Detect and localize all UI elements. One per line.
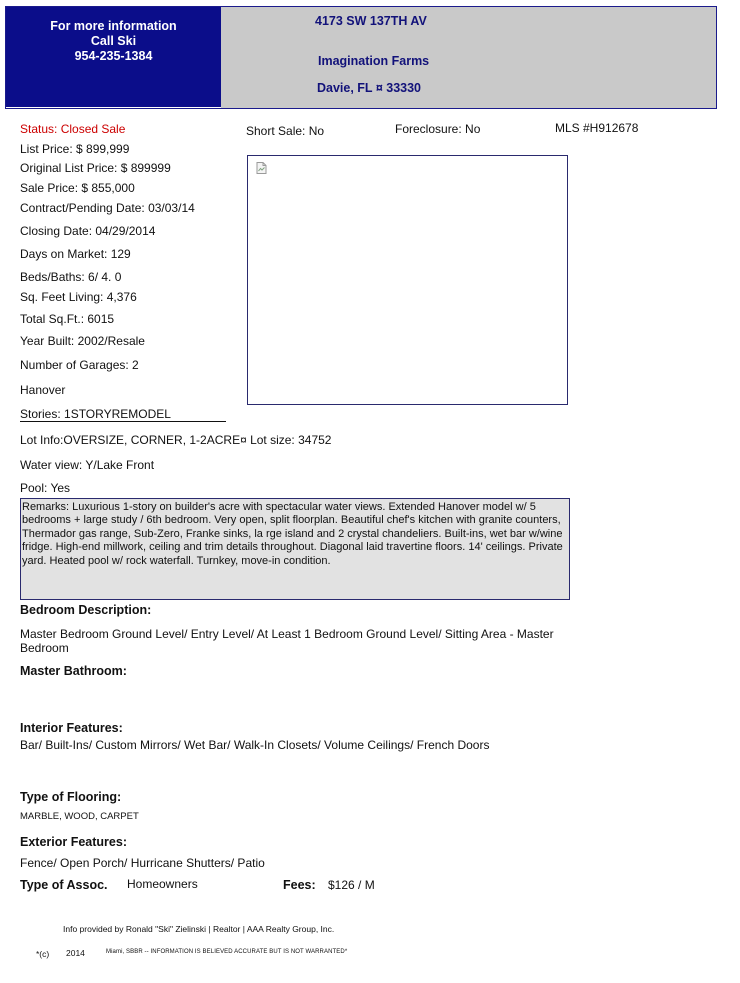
flooring-heading: Type of Flooring: [20, 790, 122, 804]
water-view: Water view: Y/Lake Front [20, 458, 155, 472]
divider-line [20, 421, 226, 422]
beds-baths: Beds/Baths: 6/ 4. 0 [20, 270, 122, 284]
flooring-text: MARBLE, WOOD, CARPET [20, 811, 139, 822]
closing-date: Closing Date: 04/29/2014 [20, 224, 156, 238]
year-built: Year Built: 2002/Resale [20, 334, 145, 348]
pool: Pool: Yes [20, 481, 71, 495]
copyright-mark: *(c) [36, 949, 50, 959]
property-photo [247, 155, 568, 405]
original-list-price: Original List Price: $ 899999 [20, 161, 171, 175]
sale-price: Sale Price: $ 855,000 [20, 181, 135, 195]
contract-pending-date: Contract/Pending Date: 03/03/14 [20, 201, 195, 215]
contact-line1: For more information [50, 19, 177, 33]
assoc-value: Homeowners [127, 877, 198, 891]
master-bath-heading: Master Bathroom: [20, 664, 127, 678]
stories: Stories: 1STORYREMODEL [20, 407, 171, 421]
sqft-living: Sq. Feet Living: 4,376 [20, 290, 137, 304]
mls-number: MLS #H912678 [555, 121, 639, 135]
footer-info: Info provided by Ronald "Ski" Zielinski | Realtor | AAA Realty Group, Inc. [63, 924, 335, 934]
lot-info: Lot Info:OVERSIZE, CORNER, 1-2ACRE¤ Lot size: 34752 [20, 433, 332, 447]
fees-label: Fees: [283, 878, 316, 892]
property-address: 4173 SW 137TH AV [315, 14, 427, 28]
remarks-box: Remarks: Luxurious 1-story on builder's acre with spectacular water views. Extended Hanover model w/ 5 bedrooms + large study / 6th bedroom. Very open, split floorplan. Beautiful chef's kitchen with granite counters, Thermador gas range, Sub-Zero, Franke sinks, la rge island and 2 crystal chandeliers. Built-ins, wet bar w/wine fridge. High-end millwork, ceiling and trim details throughout. Diagonal laid travertine floors. 14' ceilings. Private yard. Heated pool w/ rock waterfall. Turnkey, move-in condition. [20, 498, 570, 600]
bedroom-description: Master Bedroom Ground Level/ Entry Level/ At Least 1 Bedroom Ground Level/ Sitting Area - Master Bedroom [20, 627, 554, 655]
city-state-zip: Davie, FL ¤ 33330 [317, 81, 422, 95]
fees-value: $126 / M [328, 878, 375, 892]
status: Status: Closed Sale [20, 122, 126, 136]
bedroom-heading: Bedroom Description: [20, 603, 152, 617]
interior-heading: Interior Features: [20, 721, 123, 735]
short-sale: Short Sale: No [246, 124, 325, 138]
exterior-features: Fence/ Open Porch/ Hurricane Shutters/ Patio [20, 856, 265, 870]
subdivision-name: Imagination Farms [318, 54, 430, 68]
total-sqft: Total Sq.Ft.: 6015 [20, 312, 115, 326]
days-on-market: Days on Market: 129 [20, 247, 131, 261]
contact-phone: 954-235-1384 [74, 49, 153, 63]
interior-features: Bar/ Built-Ins/ Custom Mirrors/ Wet Bar/ Walk-In Closets/ Volume Ceilings/ French Doors [20, 738, 490, 752]
contact-line2: Call Ski [90, 34, 137, 48]
list-price: List Price: $ 899,999 [20, 142, 130, 156]
model-name: Hanover [20, 383, 66, 397]
exterior-heading: Exterior Features: [20, 835, 127, 849]
footer-year: 2014 [66, 948, 85, 958]
footer-disclaimer: Miami, SBBR -- INFORMATION IS BELIEVED ACCURATE BUT IS NOT WARRANTED* [106, 949, 348, 955]
broken-image-icon [256, 162, 267, 174]
garages: Number of Garages: 2 [20, 358, 139, 372]
assoc-label: Type of Assoc. [20, 878, 108, 892]
address-panel [221, 7, 716, 108]
foreclosure: Foreclosure: No [395, 122, 481, 136]
contact-panel [6, 7, 221, 107]
